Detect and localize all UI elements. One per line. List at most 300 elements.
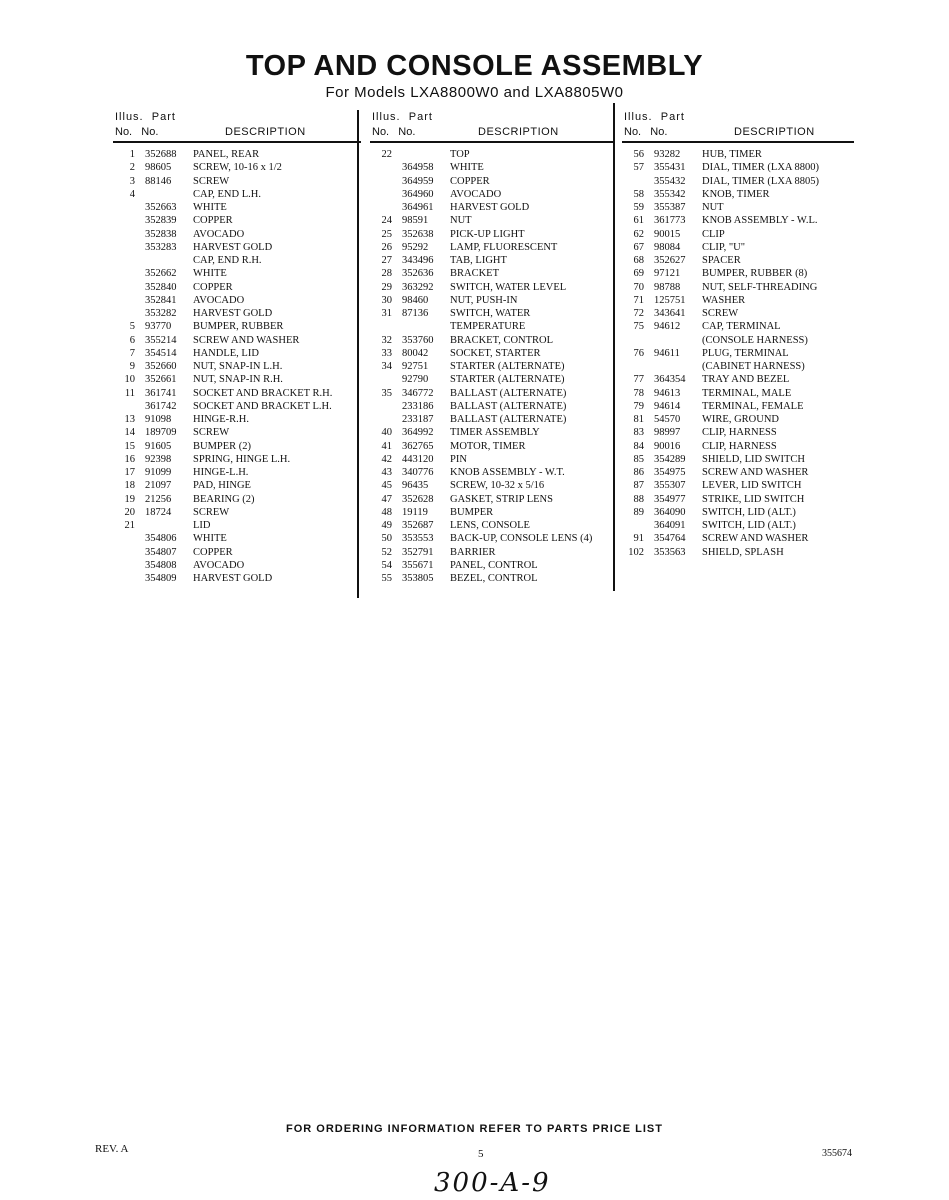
part-description: HANDLE, LID	[193, 347, 259, 359]
table-row	[113, 426, 361, 439]
part-number: 233186	[402, 400, 434, 412]
parts-column-2	[370, 108, 615, 585]
header-no: No. No.	[372, 126, 416, 138]
table-row	[370, 320, 615, 333]
part-description: TAB, LIGHT	[450, 255, 507, 266]
illus-number: 86	[633, 467, 644, 478]
illus-number: 56	[633, 149, 644, 160]
part-number: 352628	[402, 493, 434, 505]
illus-number: 41	[381, 440, 392, 452]
part-number: 354808	[145, 559, 177, 571]
table-row	[370, 479, 615, 492]
part-description: SWITCH, LID (ALT.)	[702, 506, 796, 518]
header-description: DESCRIPTION	[478, 126, 559, 138]
part-description: HINGE-R.H.	[193, 414, 249, 425]
illus-number: 59	[633, 202, 644, 213]
part-description: SCREW, 10-16 x 1/2	[193, 162, 282, 174]
table-row	[622, 466, 854, 479]
illus-number: 18	[124, 480, 135, 492]
table-row	[370, 360, 615, 373]
part-number: 354977	[654, 493, 686, 505]
part-description: SCREW	[193, 506, 230, 518]
part-description: CAP, END R.H.	[193, 255, 262, 266]
part-number: 93282	[654, 149, 681, 160]
part-description: CLIP, "U"	[702, 241, 745, 253]
illus-number: 72	[633, 308, 644, 319]
part-number: 364960	[402, 188, 434, 200]
part-number: 354514	[145, 347, 177, 359]
part-description: CAP, TERMINAL	[702, 321, 781, 333]
part-number: 355671	[402, 559, 434, 571]
part-number: 340776	[402, 467, 434, 478]
part-number: 352839	[145, 215, 177, 227]
table-row	[622, 426, 854, 439]
part-description: WASHER	[702, 294, 746, 306]
illus-number: 79	[633, 400, 644, 412]
part-number: 54570	[654, 414, 681, 425]
illus-number: 102	[628, 546, 644, 558]
illus-number: 76	[633, 347, 644, 359]
table-row	[370, 506, 615, 519]
part-description: PLUG, TERMINAL	[702, 347, 789, 359]
table-row	[622, 373, 854, 386]
table-row	[113, 466, 361, 479]
illus-number: 13	[124, 414, 135, 425]
table-row	[113, 453, 361, 466]
part-number: 92790	[402, 374, 429, 386]
part-number: 233187	[402, 414, 434, 425]
part-number: 352791	[402, 546, 434, 558]
part-description: CLIP	[702, 228, 725, 240]
illus-number: 30	[381, 294, 392, 306]
part-number: 90015	[654, 228, 681, 240]
part-number: 93770	[145, 321, 172, 333]
table-row	[622, 440, 854, 453]
illus-number: 27	[381, 255, 392, 266]
illus-number: 11	[124, 387, 135, 399]
part-number: 352661	[145, 374, 177, 386]
table-row	[113, 188, 361, 201]
part-number: 80042	[402, 347, 429, 359]
part-description: DIAL, TIMER (LXA 8800)	[702, 162, 820, 174]
table-row	[622, 400, 854, 413]
part-number: 364959	[402, 175, 434, 187]
table-row	[113, 559, 361, 572]
table-row	[622, 479, 854, 492]
part-description: PANEL, CONTROL	[450, 559, 538, 571]
part-number: 354975	[654, 467, 686, 478]
table-row	[622, 148, 854, 161]
illus-number: 3	[129, 175, 135, 187]
part-description: BRACKET, CONTROL	[450, 334, 554, 346]
illus-number: 84	[633, 440, 644, 452]
part-number: 361742	[145, 400, 177, 412]
table-row	[113, 161, 361, 174]
part-description: BUMPER, RUBBER (8)	[702, 268, 808, 280]
table-row	[622, 161, 854, 174]
part-description: (CONSOLE HARNESS)	[702, 334, 808, 346]
illus-number: 57	[633, 162, 644, 174]
table-row	[370, 559, 615, 572]
part-number: 98084	[654, 241, 681, 253]
part-description: KNOB, TIMER	[702, 188, 770, 200]
illus-number: 6	[129, 334, 135, 346]
illus-number: 16	[124, 453, 135, 465]
illus-number: 89	[633, 506, 644, 518]
part-description: BACK-UP, CONSOLE LENS (4)	[450, 533, 593, 545]
table-row	[113, 493, 361, 506]
part-number: 343496	[402, 255, 434, 266]
part-number: 19119	[402, 506, 428, 518]
part-number: 94614	[654, 400, 681, 412]
table-row	[622, 228, 854, 241]
table-row	[113, 347, 361, 360]
part-number: 91605	[145, 440, 172, 452]
part-number: 91098	[145, 414, 172, 425]
column-header	[113, 108, 361, 142]
part-description: AVOCADO	[193, 294, 245, 306]
part-description: SCREW AND WASHER	[702, 533, 809, 545]
header-description: DESCRIPTION	[734, 126, 815, 138]
illus-number: 47	[381, 493, 392, 505]
illus-number: 26	[381, 241, 392, 253]
illus-number: 1	[129, 149, 135, 160]
part-number: 353553	[402, 533, 434, 545]
table-row	[370, 148, 615, 161]
table-row	[370, 453, 615, 466]
parts-list	[622, 148, 854, 559]
part-description: SOCKET AND BRACKET L.H.	[193, 400, 332, 412]
part-number: 352688	[145, 149, 177, 160]
table-row	[370, 188, 615, 201]
table-row	[113, 479, 361, 492]
table-row	[113, 387, 361, 400]
part-description: COPPER	[193, 215, 233, 227]
part-number: 98605	[145, 162, 172, 174]
illus-number: 35	[381, 387, 392, 399]
table-row	[622, 506, 854, 519]
illus-number: 68	[633, 255, 644, 266]
part-description: SCREW AND WASHER	[702, 467, 809, 478]
table-row	[113, 267, 361, 280]
part-number: 352841	[145, 294, 177, 306]
part-number: 91099	[145, 467, 172, 478]
part-number: 364961	[402, 202, 434, 213]
table-row	[113, 175, 361, 188]
table-row	[370, 426, 615, 439]
illus-number: 70	[633, 281, 644, 293]
document-number: 355674	[822, 1148, 852, 1159]
part-number: 364091	[654, 520, 686, 531]
illus-number: 4	[129, 188, 135, 200]
part-number: 98997	[654, 427, 681, 439]
part-number: 352687	[402, 520, 434, 531]
table-row	[622, 493, 854, 506]
parts-column-3	[622, 108, 854, 559]
table-row	[622, 294, 854, 307]
illus-number: 20	[124, 506, 135, 518]
table-row	[370, 532, 615, 545]
illus-number: 62	[633, 228, 644, 240]
part-description: GASKET, STRIP LENS	[450, 493, 553, 505]
part-description: SCREW	[702, 308, 739, 319]
part-description: BARRIER	[450, 546, 496, 558]
illus-number: 77	[633, 374, 644, 386]
part-number: 21256	[145, 493, 172, 505]
part-description: WHITE	[193, 533, 227, 545]
part-description: BEARING (2)	[193, 493, 255, 505]
part-description: SPACER	[702, 255, 741, 266]
table-row	[370, 254, 615, 267]
table-row	[113, 413, 361, 426]
illus-number: 69	[633, 268, 644, 280]
parts-list	[370, 148, 615, 585]
part-description: COPPER	[193, 281, 233, 293]
part-description: WHITE	[193, 202, 227, 213]
table-row	[622, 214, 854, 227]
part-description: STRIKE, LID SWITCH	[702, 493, 805, 505]
part-description: PANEL, REAR	[193, 149, 260, 160]
header-rule	[113, 141, 361, 143]
part-number: 355431	[654, 162, 686, 174]
part-description: KNOB ASSEMBLY - W.T.	[450, 467, 565, 478]
part-description: TOP	[450, 149, 470, 160]
handwritten-note: 300-A-9	[434, 1168, 551, 1198]
part-description: SWITCH, LID (ALT.)	[702, 520, 796, 531]
part-number: 343641	[654, 308, 686, 319]
table-row	[113, 532, 361, 545]
table-row	[622, 320, 854, 333]
part-number: 18724	[145, 506, 172, 518]
table-row	[113, 281, 361, 294]
illus-number: 78	[633, 387, 644, 399]
illus-number: 71	[633, 294, 644, 306]
part-number: 352627	[654, 255, 686, 266]
table-row	[622, 387, 854, 400]
page-title: TOP AND CONSOLE ASSEMBLY	[245, 50, 704, 82]
part-number: 92751	[402, 361, 429, 372]
part-description: AVOCADO	[193, 559, 245, 571]
table-row	[622, 532, 854, 545]
part-description: DIAL, TIMER (LXA 8805)	[702, 175, 820, 187]
part-number: 355432	[654, 175, 686, 187]
illus-number: 22	[381, 149, 392, 160]
part-number: 98788	[654, 281, 681, 293]
table-row	[622, 519, 854, 532]
illus-number: 17	[124, 467, 135, 478]
part-number: 362765	[402, 440, 434, 452]
part-number: 353282	[145, 308, 177, 319]
illus-number: 29	[381, 281, 392, 293]
illus-number: 43	[381, 467, 392, 478]
part-number: 98591	[402, 215, 429, 227]
part-number: 364354	[654, 374, 686, 386]
illus-number: 7	[129, 347, 135, 359]
illus-number: 88	[633, 493, 644, 505]
part-description: SOCKET AND BRACKET R.H.	[193, 387, 333, 399]
illus-number: 55	[381, 573, 392, 584]
part-description: TRAY AND BEZEL	[702, 374, 790, 386]
part-number: 354806	[145, 533, 177, 545]
part-description: NUT, SNAP-IN L.H.	[193, 361, 283, 372]
illus-number: 75	[633, 321, 644, 333]
table-row	[113, 440, 361, 453]
part-number: 21097	[145, 480, 172, 492]
illus-number: 81	[633, 414, 644, 425]
table-row	[113, 254, 361, 267]
part-description: SCREW, 10-32 x 5/16	[450, 480, 545, 492]
part-number: 353283	[145, 241, 177, 253]
part-description: WHITE	[450, 162, 484, 174]
part-number: 189709	[145, 427, 177, 439]
part-description: HUB, TIMER	[702, 149, 762, 160]
part-description: BUMPER, RUBBER	[193, 321, 284, 333]
illus-number: 54	[381, 559, 392, 571]
illus-number: 15	[124, 440, 135, 452]
illus-number: 24	[381, 215, 392, 227]
illus-number: 49	[381, 520, 392, 531]
part-description: BUMPER	[450, 506, 494, 518]
table-row	[622, 281, 854, 294]
part-number: 354764	[654, 533, 686, 545]
part-number: 363292	[402, 281, 434, 293]
header-no: No. No.	[115, 126, 159, 138]
part-number: 361741	[145, 387, 177, 399]
part-number: 355307	[654, 480, 686, 492]
table-row	[370, 546, 615, 559]
part-description: HARVEST GOLD	[193, 241, 273, 253]
table-row	[113, 307, 361, 320]
part-description: MOTOR, TIMER	[450, 440, 526, 452]
illus-number: 85	[633, 453, 644, 465]
part-number: 125751	[654, 294, 686, 306]
illus-number: 9	[129, 361, 135, 372]
part-number: 355387	[654, 202, 686, 213]
part-description: LENS, CONSOLE	[450, 520, 530, 531]
illus-number: 14	[124, 427, 135, 439]
part-description: BALLAST (ALTERNATE)	[450, 400, 567, 412]
table-row	[370, 267, 615, 280]
table-row	[113, 360, 361, 373]
header-illus-part: Illus. Part	[115, 111, 176, 123]
table-row	[370, 294, 615, 307]
part-number: 96435	[402, 480, 429, 492]
part-description: NUT	[702, 202, 724, 213]
table-row	[622, 453, 854, 466]
table-row	[113, 400, 361, 413]
part-number: 346772	[402, 387, 434, 399]
part-description: SOCKET, STARTER	[450, 347, 541, 359]
part-description: PICK-UP LIGHT	[450, 228, 525, 240]
part-number: 352638	[402, 228, 434, 240]
part-description: AVOCADO	[193, 228, 245, 240]
illus-number: 34	[381, 361, 392, 372]
part-description: HARVEST GOLD	[450, 202, 530, 213]
table-row	[113, 228, 361, 241]
part-description: SHIELD, LID SWITCH	[702, 453, 805, 465]
part-description: NUT, SELF-THREADING	[702, 281, 818, 293]
part-description: AVOCADO	[450, 188, 502, 200]
part-number: 92398	[145, 453, 172, 465]
part-description: SHIELD, SPLASH	[702, 546, 784, 558]
table-row	[622, 188, 854, 201]
table-row	[370, 347, 615, 360]
part-number: 352838	[145, 228, 177, 240]
part-number: 364958	[402, 162, 434, 174]
part-description: KNOB ASSEMBLY - W.L.	[702, 215, 818, 227]
parts-column-1	[113, 108, 361, 585]
part-description: HARVEST GOLD	[193, 308, 273, 319]
table-row	[113, 241, 361, 254]
table-row	[370, 241, 615, 254]
illus-number: 5	[129, 321, 135, 333]
part-description: (CABINET HARNESS)	[702, 361, 805, 372]
table-row	[113, 294, 361, 307]
table-row	[370, 519, 615, 532]
part-number: 97121	[654, 268, 681, 280]
header-no: No. No.	[624, 126, 668, 138]
part-description: SCREW	[193, 175, 230, 187]
part-number: 352636	[402, 268, 434, 280]
part-description: TERMINAL, FEMALE	[702, 400, 804, 412]
illus-number: 33	[381, 347, 392, 359]
table-row	[370, 413, 615, 426]
table-row	[622, 175, 854, 188]
part-number: 352660	[145, 361, 177, 372]
table-row	[370, 466, 615, 479]
revision-label: REV. A	[95, 1143, 129, 1155]
table-row	[622, 360, 854, 373]
illus-number: 83	[633, 427, 644, 439]
part-description: COPPER	[193, 546, 233, 558]
header-rule	[622, 141, 854, 143]
illus-number: 61	[633, 215, 644, 227]
illus-number: 10	[124, 374, 135, 386]
table-row	[622, 241, 854, 254]
part-number: 352840	[145, 281, 177, 293]
table-row	[622, 307, 854, 320]
part-number: 90016	[654, 440, 681, 452]
part-description: BALLAST (ALTERNATE)	[450, 387, 567, 399]
part-description: LAMP, FLUORESCENT	[450, 241, 558, 253]
part-number: 352662	[145, 268, 177, 280]
table-row	[113, 334, 361, 347]
illus-number: 87	[633, 480, 644, 492]
table-row	[370, 214, 615, 227]
part-description: SCREW AND WASHER	[193, 334, 300, 346]
table-row	[370, 572, 615, 585]
part-number: 88146	[145, 175, 172, 187]
illus-number: 2	[129, 162, 135, 174]
part-number: 353760	[402, 334, 434, 346]
header-rule	[370, 141, 615, 143]
table-row	[370, 334, 615, 347]
illus-number: 52	[381, 546, 392, 558]
part-number: 354809	[145, 573, 177, 584]
illus-number: 28	[381, 268, 392, 280]
page-number: 5	[478, 1148, 484, 1160]
part-description: NUT	[450, 215, 472, 227]
table-row	[370, 373, 615, 386]
part-description: WHITE	[193, 268, 227, 280]
part-description: BALLAST (ALTERNATE)	[450, 414, 567, 425]
part-number: 364090	[654, 506, 686, 518]
table-row	[370, 175, 615, 188]
parts-list	[113, 148, 361, 585]
table-row	[370, 201, 615, 214]
table-row	[113, 373, 361, 386]
page-subtitle: For Models LXA8800W0 and LXA8805W0	[325, 84, 624, 101]
